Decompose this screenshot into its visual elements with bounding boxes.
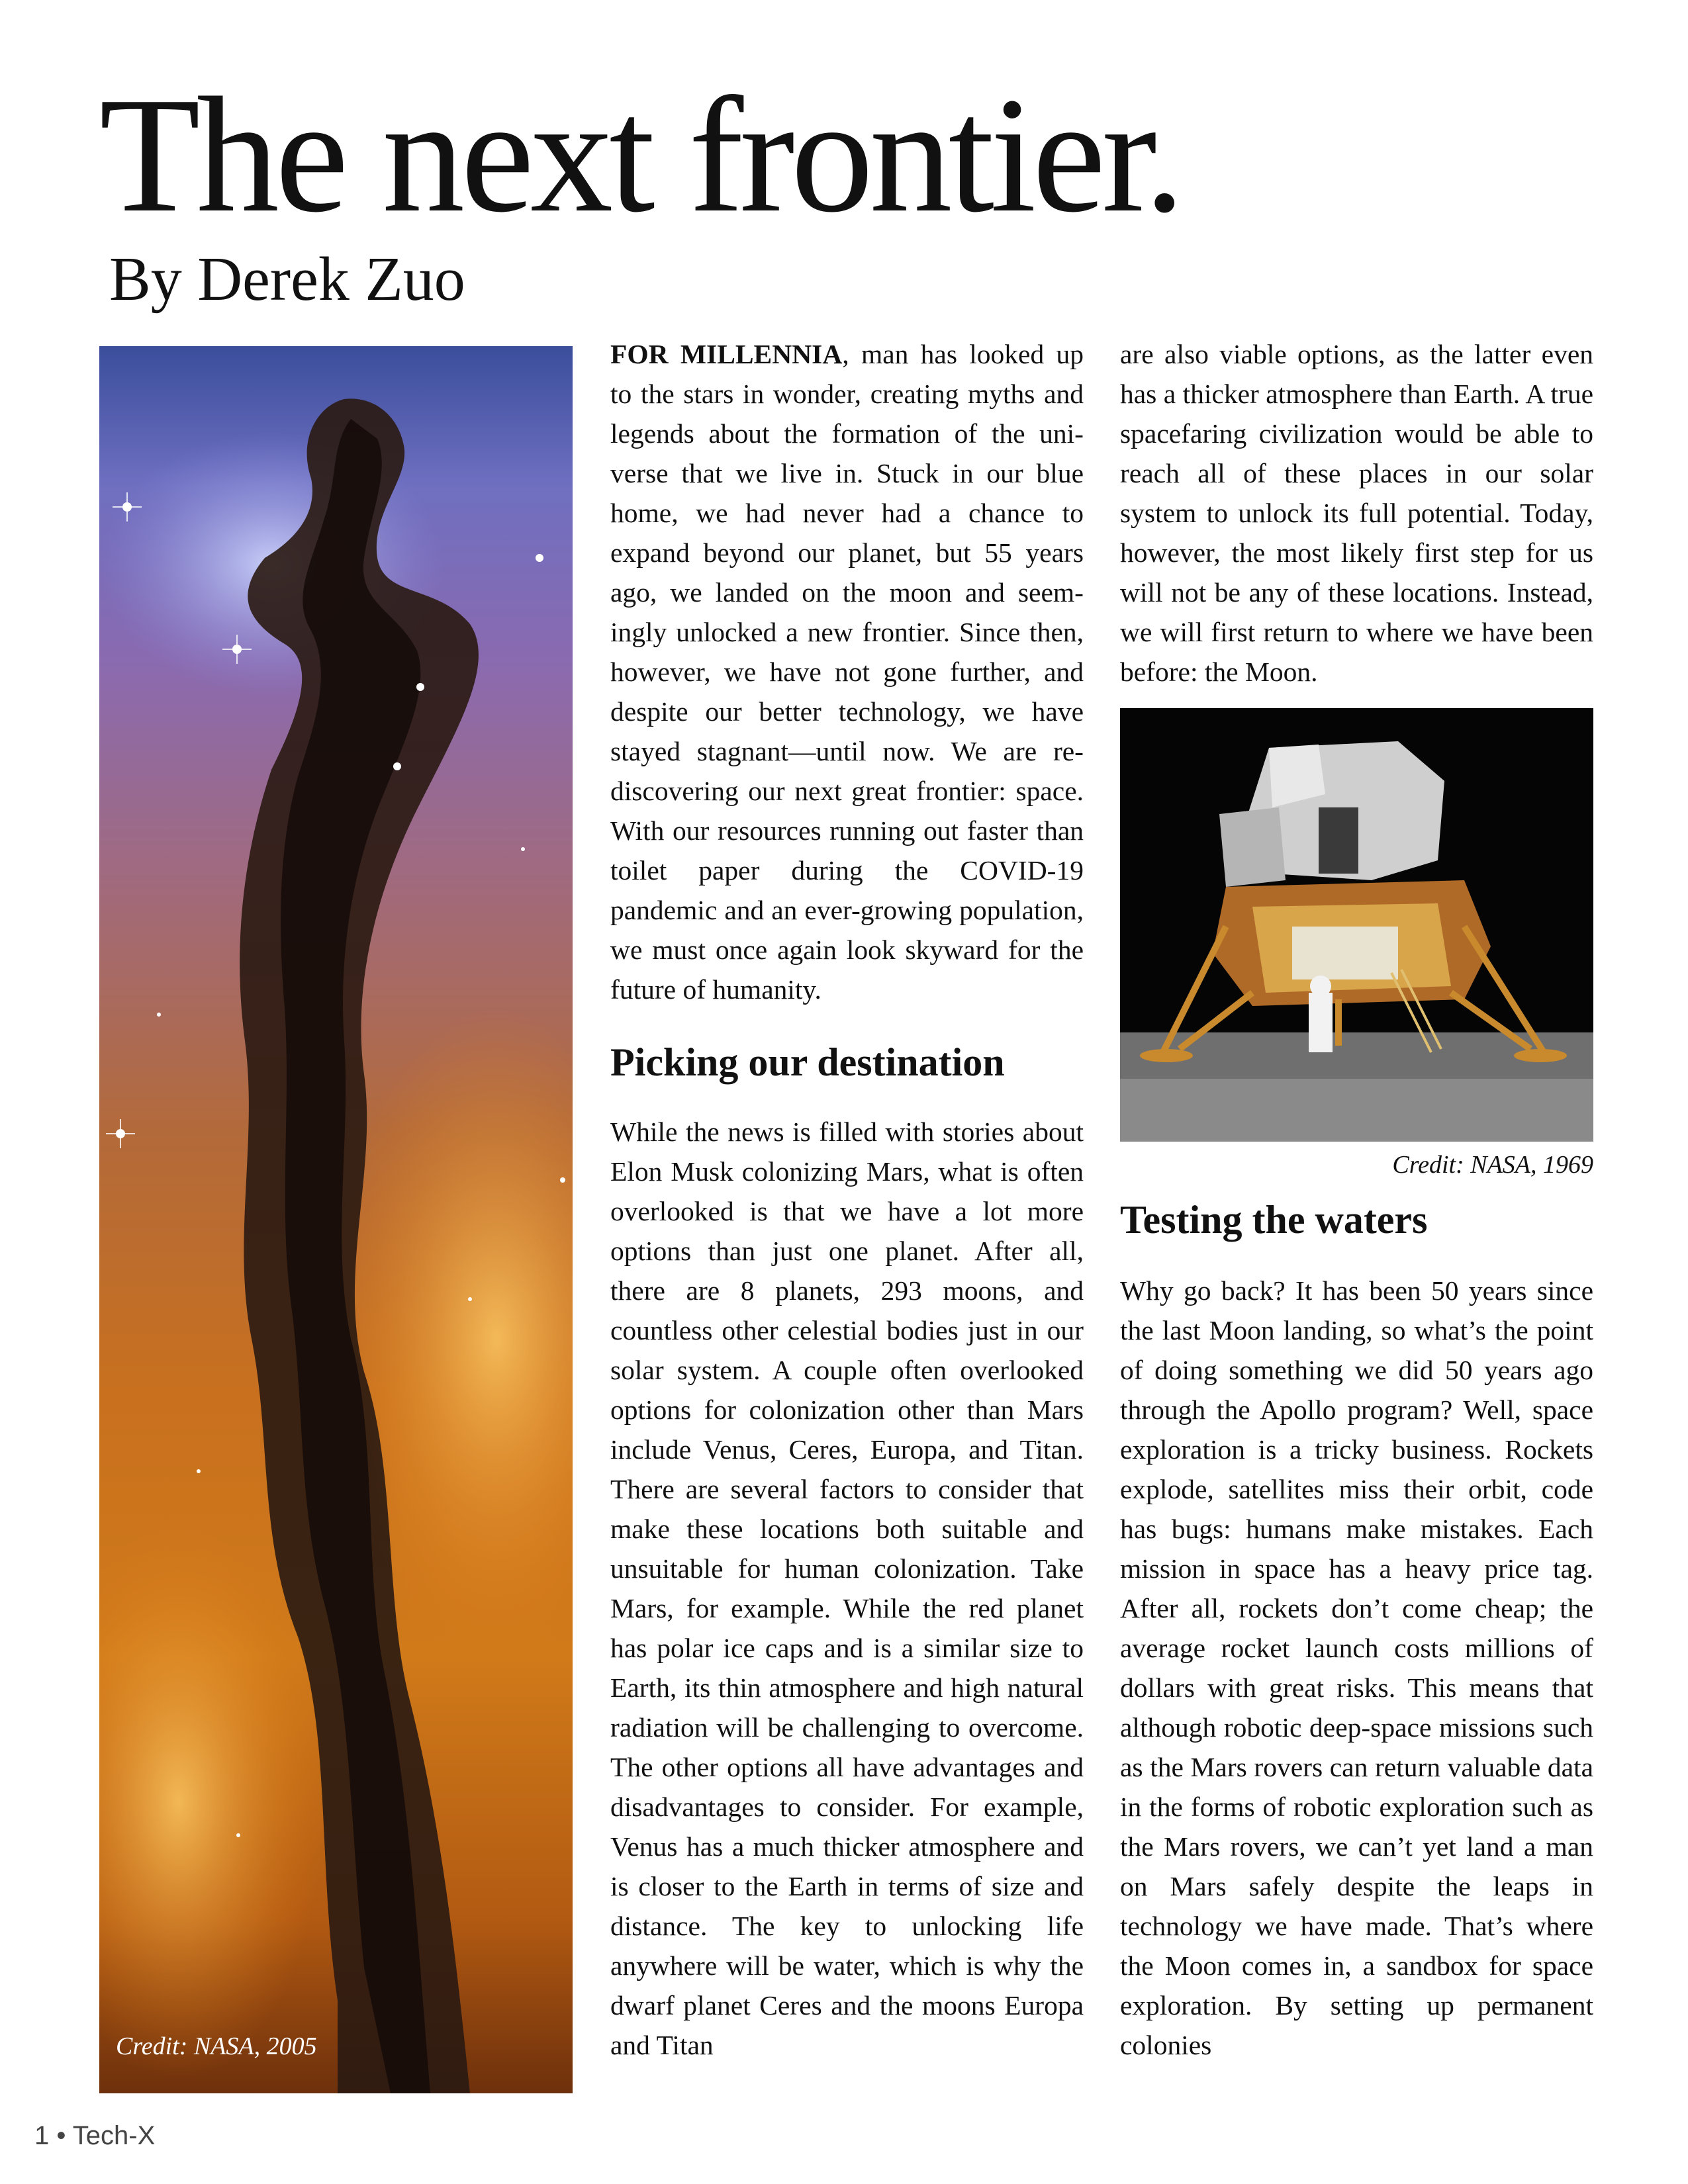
page-number: 1 xyxy=(34,2121,50,2150)
nebula-credit: Credit: NASA, 2005 xyxy=(116,2032,317,2060)
article-title: The next frontier. xyxy=(99,64,1182,247)
page-footer xyxy=(34,2121,155,2151)
section-heading-destination: Picking our destination xyxy=(610,1040,1005,1084)
footer-separator: • xyxy=(56,2121,66,2150)
section-testing-text: Why go back? It has been 50 years since the last Moon landing, so what’s the point of doing something we did 50 years ago through the Apollo program? Well, space exploration is a tricky business. Rockets explode, satellites miss their orbit, code has bugs: humans make mistakes. Each mission in space has a heavy price tag. After all, rockets don’t come cheap; the average rocket launch costs millions of dollars with great risks. This means that although robotic deep-space missions such as the Mars rovers can return valuable data in the forms of robotic exploration such as the Mars rovers, we can’t yet land a man on Mars safely despite the leaps in technology we have made. That’s where the Moon comes in, a sandbox for space exploration. By setting up permanent colonies xyxy=(1120,1275,1593,2060)
intro-paragraph xyxy=(610,334,1084,1009)
section-testing-body xyxy=(1120,1271,1593,2065)
section-destination-text: While the news is filled with stories about Elon Musk colonizing Mars, what is often overlooked is that we have a lot more options than just one planet. After all, there are 8 planets, 293 moons, and countless other celestial bodies just in our solar system. A couple often overlooked options for colonization other than Mars include Venus, Ceres, Europa, and Titan. There are several factors to consider that make these locations both suitable and unsuitable for human colonization. Take Mars, for example. While the red planet has polar ice caps and is a similar size to Earth, its thin atmosphere and high natural radiation will be challenging to overcome. The other options all have advantages and disadvantages to consider. For example, Venus has a much thicker atmosphere and is closer to the Earth in terms of size and distance. The key to unlocking life anywhere will be water, which is why the dwarf planet Ceres and the moons Europa and Titan xyxy=(610,1116,1084,2060)
intro-text: , man has looked up to the stars in wonder, creating myths and legends about the formation of the universe that we live in. Stuck in our blue home, we had never had a chance to expand beyond our planet, but 55 years ago, we landed on the moon and seemingly unlocked a new frontier. Since then, however, we have not gone further, and despite our better technology, we have stayed stagnant—until now. We are re-discovering our next great frontier: space. With our resources running out faster than toilet paper during the COVID-19 pandemic and an ever-growing population, we must once again look skyward for the future of humanity. xyxy=(610,339,1084,1005)
article-column-2 xyxy=(1120,334,1593,692)
publication-name: Tech-X xyxy=(72,2121,156,2150)
article-column-1 xyxy=(610,334,1084,1009)
section-destination-body xyxy=(610,1112,1084,2065)
lunar-module-photo xyxy=(1120,708,1593,1142)
article-byline: By Derek Zuo xyxy=(109,245,465,314)
column-2-continued-text: are also viable options, as the latter even has a thicker atmosphere than Earth. A true spacefaring civilization would be able to reach all of these places in our solar system to unlock its full potential. Today, however, the most likely first step for us will not be any of these locations. Instead, we will first return to where we have been before: the Moon. xyxy=(1120,339,1593,687)
nebula-photo xyxy=(99,346,573,2093)
lunar-credit: Credit: NASA, 1969 xyxy=(1392,1151,1593,1179)
lead-word: FOR MILLENNIA xyxy=(610,339,843,369)
section-heading-testing: Testing the waters xyxy=(1120,1198,1428,1242)
